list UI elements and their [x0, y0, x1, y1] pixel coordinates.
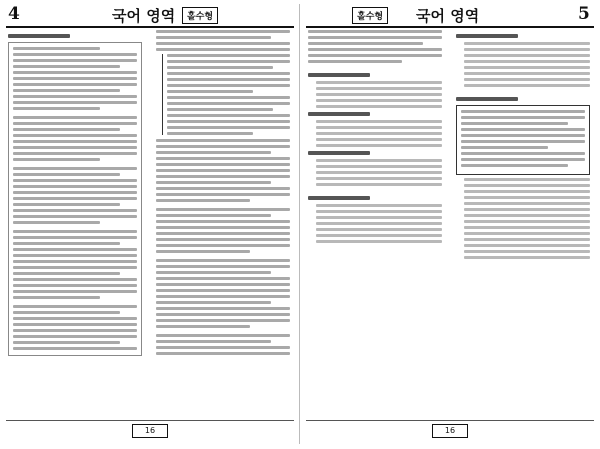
right-column-1 — [308, 30, 442, 410]
question — [308, 151, 370, 155]
passage-section-b — [162, 54, 290, 135]
question — [456, 97, 518, 101]
right-footer-page-box — [432, 424, 468, 438]
question-instruction — [8, 34, 70, 38]
left-footer — [6, 420, 294, 440]
left-page-number: 4 — [8, 4, 20, 24]
reading-passage — [8, 42, 142, 356]
right-page-title: 국어 영역 — [416, 7, 480, 25]
left-column-1 — [8, 30, 142, 410]
question — [456, 34, 518, 38]
left-footer-page: 16 — [144, 426, 156, 435]
right-column-2 — [456, 30, 590, 410]
right-header — [300, 4, 600, 24]
right-footer-page: 16 — [444, 426, 456, 435]
question — [308, 73, 370, 77]
right-form-label: 홀수형 — [352, 7, 388, 24]
left-form-label: 홀수형 — [182, 7, 218, 24]
reference-box — [456, 105, 590, 175]
right-footer — [306, 420, 594, 440]
left-page-title: 국어 영역 — [112, 7, 176, 25]
left-footer-page-box — [132, 424, 168, 438]
question — [308, 112, 370, 116]
right-page-number: 5 — [578, 4, 590, 24]
right-page — [300, 0, 600, 449]
question — [308, 196, 370, 200]
left-header — [0, 4, 300, 24]
left-column-2 — [156, 30, 290, 410]
